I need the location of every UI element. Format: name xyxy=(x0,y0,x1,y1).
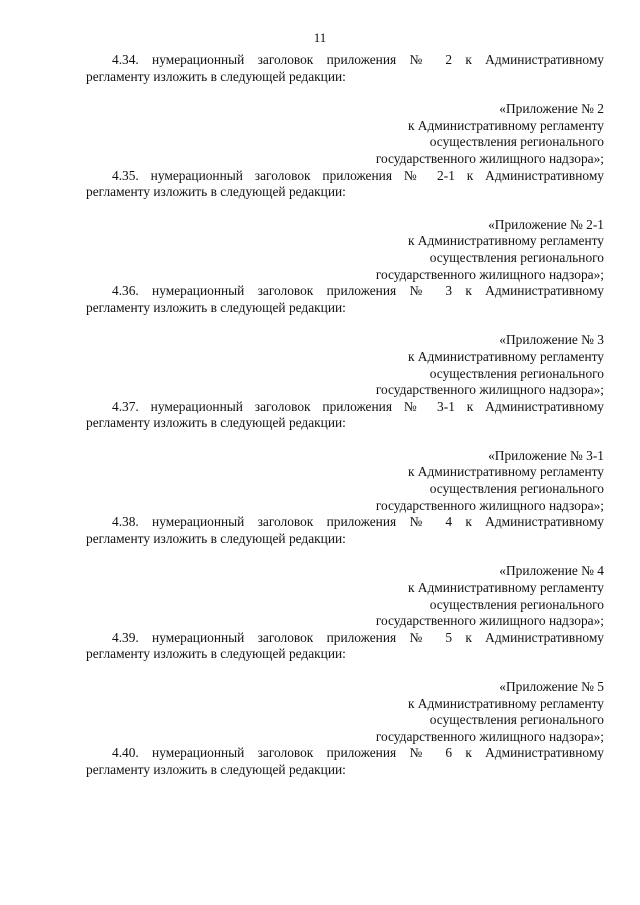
appendix-heading xyxy=(86,563,604,629)
appendix-heading xyxy=(86,217,604,283)
appendix-line: государственного жилищного надзора»; xyxy=(375,728,604,744)
appendix-title: «Приложение № 3 xyxy=(499,332,604,348)
clause-4-34 xyxy=(86,52,604,168)
clause-4-35 xyxy=(86,168,604,284)
appendix-line: осуществления регионального xyxy=(429,481,604,497)
clause-text-line2: регламенту изложить в следующей редакции: xyxy=(86,646,346,662)
clause-text-line2: регламенту изложить в следующей редакции: xyxy=(86,530,346,546)
appendix-line: осуществления регионального xyxy=(429,365,604,381)
appendix-title: «Приложение № 5 xyxy=(499,679,604,694)
appendix-line: к Административному регламенту xyxy=(407,117,604,133)
appendix-title: «Приложение № 3-1 xyxy=(488,447,604,463)
clause-4-37 xyxy=(86,399,604,515)
clause-4-40 xyxy=(86,745,604,778)
appendix-line: осуществления регионального xyxy=(429,596,604,612)
appendix-line: к Административному регламенту xyxy=(407,464,604,480)
clause-text-line1: 4.35. нумерационный заголовок приложения № 2-1 к Административному xyxy=(112,167,604,183)
appendix-line: к Административному регламенту xyxy=(407,348,604,364)
clause-text-line2: регламенту изложить в следующей редакции: xyxy=(86,68,346,84)
clause-text-line1: 4.37. нумерационный заголовок приложения № 3-1 к Административному xyxy=(112,398,604,414)
clause-4-38 xyxy=(86,514,604,630)
appendix-line: государственного жилищного надзора»; xyxy=(375,266,604,282)
clause-text-line2: регламенту изложить в следующей редакции: xyxy=(86,184,346,200)
appendix-line: государственного жилищного надзора»; xyxy=(375,382,604,398)
appendix-heading xyxy=(86,101,604,167)
clause-text-line2: регламенту изложить в следующей редакции: xyxy=(86,299,346,315)
clause-text-line1: 4.38. нумерационный заголовок приложения № 4 к Административному xyxy=(112,514,604,530)
appendix-title: «Приложение № 2 xyxy=(499,101,604,117)
appendix-line: государственного жилищного надзора»; xyxy=(375,497,604,513)
appendix-heading xyxy=(86,332,604,398)
appendix-line: государственного жилищного надзора»; xyxy=(375,613,604,629)
appendix-heading xyxy=(86,448,604,514)
appendix-heading xyxy=(86,679,604,745)
clause-4-36 xyxy=(86,283,604,399)
page-number: 11 xyxy=(313,30,327,45)
appendix-line: к Административному регламенту xyxy=(407,695,604,711)
clause-text-line1: 4.34. нумерационный заголовок приложения № 2 к Административному xyxy=(112,52,604,67)
clause-4-39 xyxy=(86,630,604,746)
appendix-line: осуществления регионального xyxy=(429,712,604,728)
appendix-line: к Административному регламенту xyxy=(407,580,604,596)
clause-text-line2: регламенту изложить в следующей редакции: xyxy=(86,761,346,777)
appendix-line: осуществления регионального xyxy=(429,134,604,150)
clause-text-line1: 4.39. нумерационный заголовок приложения № 5 к Административному xyxy=(112,629,604,645)
clause-text-line1: 4.36. нумерационный заголовок приложения № 3 к Административному xyxy=(112,283,604,299)
appendix-line: осуществления регионального xyxy=(429,249,604,265)
clause-text-line2: регламенту изложить в следующей редакции: xyxy=(86,415,346,431)
appendix-title: «Приложение № 2-1 xyxy=(488,216,604,232)
appendix-title: «Приложение № 4 xyxy=(499,563,604,579)
appendix-line: государственного жилищного надзора»; xyxy=(375,150,604,166)
document-body xyxy=(86,52,604,779)
clause-text-line1: 4.40. нумерационный заголовок приложения № 6 к Административному xyxy=(112,745,604,761)
appendix-line: к Административному регламенту xyxy=(407,233,604,249)
